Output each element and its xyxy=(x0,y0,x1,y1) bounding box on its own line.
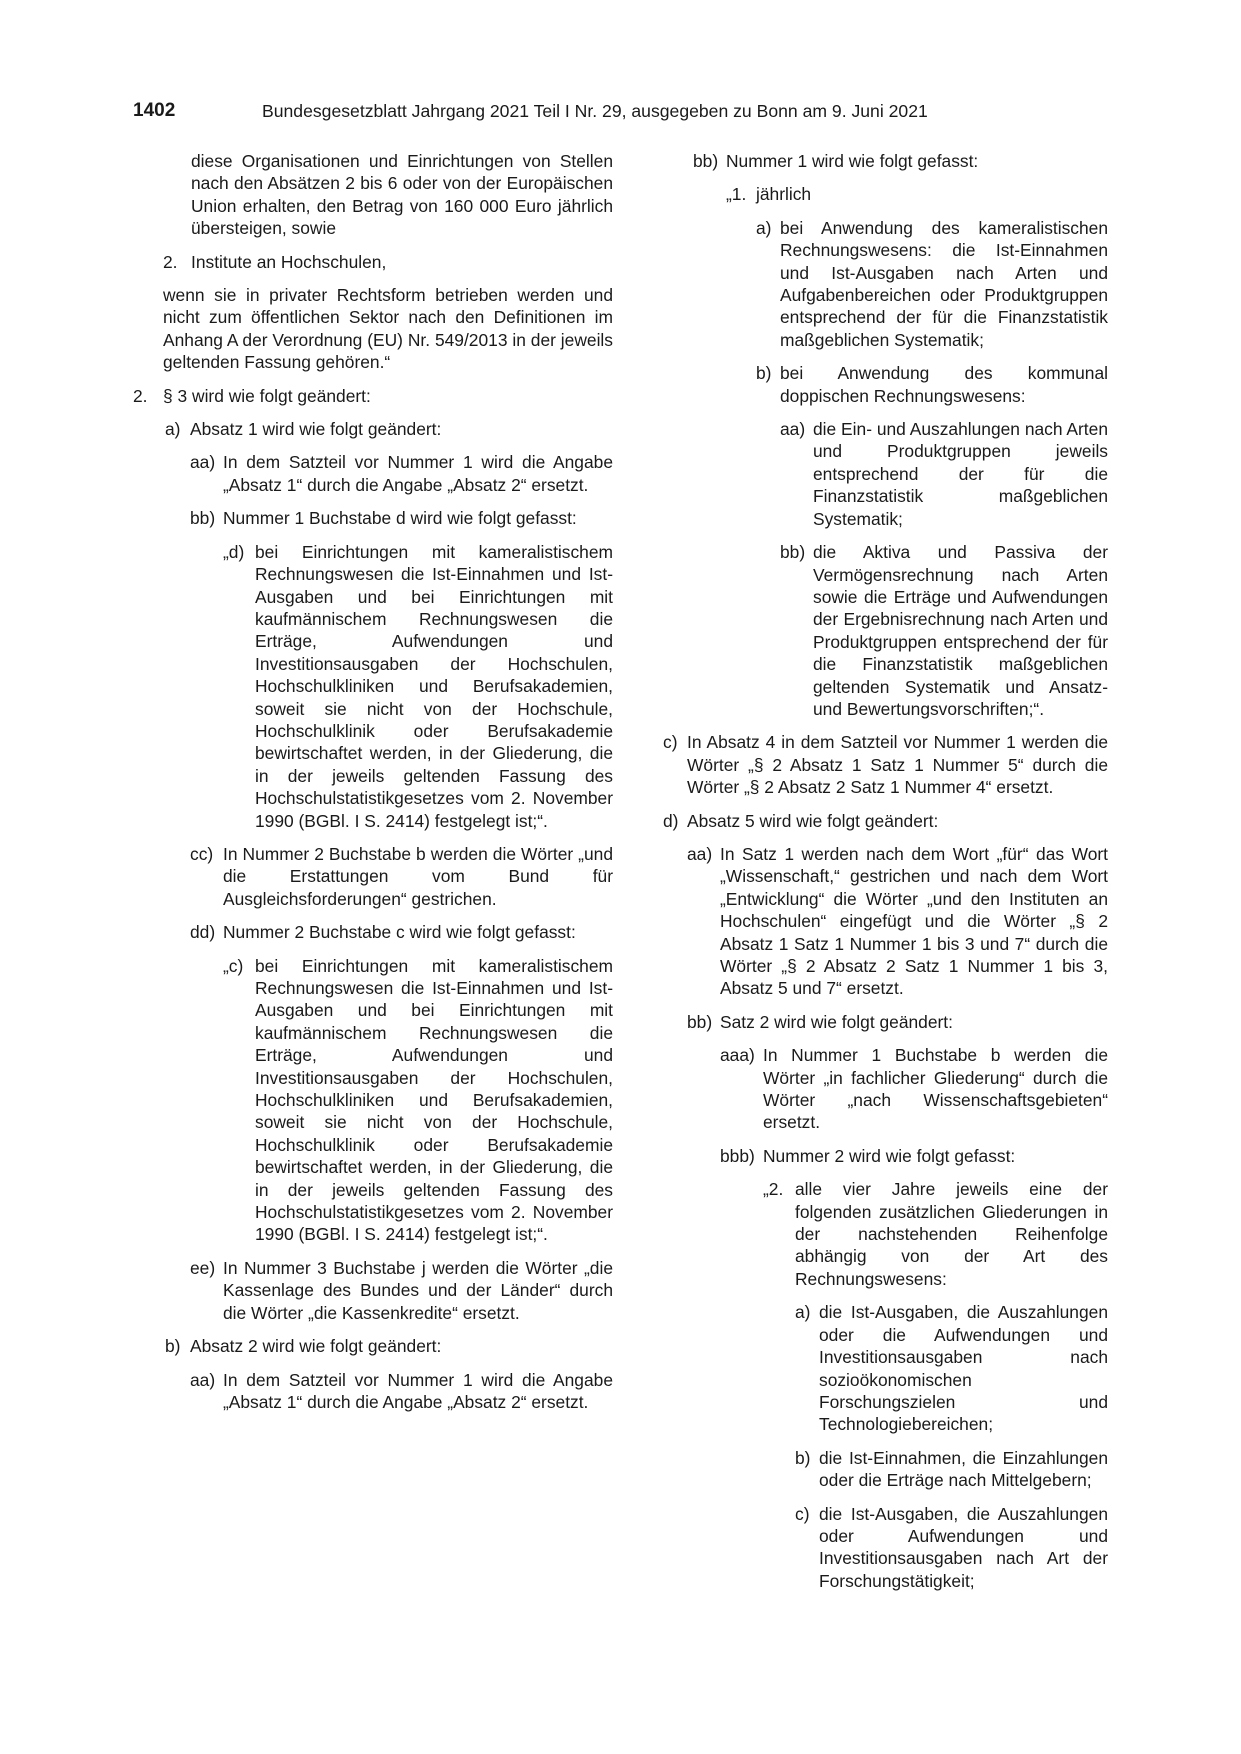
item-text: die Ist-Einnahmen, die Einzahlungen oder die Erträge nach Mittelgebern; xyxy=(819,1447,1108,1491)
item-text: Nummer 1 wird wie folgt gefasst: xyxy=(726,151,979,171)
item-text: Nummer 1 Buchstabe d wird wie folgt gefasst: xyxy=(223,508,577,529)
item-label: bb) xyxy=(687,1011,713,1032)
list-item xyxy=(780,418,1108,530)
item-label: a) xyxy=(165,419,181,440)
item-text: In dem Satzteil vor Nummer 1 wird die Angabe „Absatz 1“ durch die Angabe „Absatz 2“ ersetzt. xyxy=(223,1369,613,1412)
item-text: alle vier Jahre jeweils eine der folgenden zusätzlichen Gliederungen in der nachstehenden Reihenfolge abhängig von der Art des Rechnungswesens: xyxy=(795,1179,1108,1289)
list-item xyxy=(720,1145,1108,1167)
list-item xyxy=(190,451,613,496)
item-text: In Nummer 2 Buchstabe b werden die Wörter „und die Erstattungen vom Bund für Ausgleichsforderungen“ gestrichen. xyxy=(223,843,613,909)
list-item xyxy=(687,843,1108,1000)
item-text: In dem Satzteil vor Nummer 1 wird die Angabe „Absatz 1“ durch die Angabe „Absatz 2“ ersetzt. xyxy=(223,452,613,495)
item-label: bbb) xyxy=(720,1145,755,1166)
header-title: Bundesgesetzblatt Jahrgang 2021 Teil I Nr. 29, ausgegeben zu Bonn am 9. Juni 2021 xyxy=(262,101,928,121)
item-label: c) xyxy=(663,732,678,753)
item-label: bb) xyxy=(190,508,216,529)
item-label: a) xyxy=(795,1302,811,1323)
item-text: Nummer 2 wird wie folgt gefasst: xyxy=(763,1145,1016,1166)
list-item xyxy=(163,251,613,273)
item-label: bb) xyxy=(780,542,806,563)
item-text: bei Anwendung des kameralistischen Rechnungswesens: die Ist-Einnahmen und Ist-Ausgaben nach Arten und Aufgabenbereichen oder Produktgruppen entsprechend der für die Finanzstatistik maßgeblichen Systematik; xyxy=(780,217,1108,350)
item-label: b) xyxy=(165,1336,181,1357)
item-label: „c) xyxy=(223,955,244,976)
page-header xyxy=(133,100,1133,124)
item-label: b) xyxy=(795,1447,811,1468)
item-label: cc) xyxy=(190,843,214,864)
item-label: d) xyxy=(663,810,679,831)
item-text: In Nummer 1 Buchstabe b werden die Wörter „in fachlicher Gliederung“ durch die Wörter „nach Wissenschaftsgebieten“ ersetzt. xyxy=(763,1045,1108,1133)
item-text: bei Einrichtungen mit kameralistischem Rechnungswesen die Ist-Einnahmen und Ist-Ausgaben und bei Einrichtungen mit kaufmännischem Rechnungswesen die Erträge, Aufwendungen und Investitionsausgaben der Hochschulen, Hochschulkliniken und Berufsakademien, soweit sie nicht von der Hochschule, Hochschulklinik oder Berufsakademie bewirtschaftet werden, in der Gliederung, die in der jeweils geltenden Fassung des Hochschulstatistikgesetzes vom 2. November 1990 (BGBl. I S. 2414) festgelegt ist;“. xyxy=(255,955,613,1245)
right-column xyxy=(663,150,1108,1592)
item-label: c) xyxy=(795,1503,810,1524)
item-text: Absatz 5 wird wie folgt geändert: xyxy=(687,810,939,831)
item-label: 2. xyxy=(133,385,148,406)
paragraph: diese Organisationen und Einrichtungen von Stellen nach den Absätzen 2 bis 6 oder von der Europäischen Union erhalten, den Betrag von 160 000 Euro jährlich übersteigen, sowie xyxy=(191,151,613,239)
page-number: 1402 xyxy=(133,100,176,121)
item-label: aa) xyxy=(687,843,713,864)
list-item xyxy=(663,731,1108,798)
item-text: Satz 2 wird wie folgt geändert: xyxy=(720,1011,953,1032)
list-item xyxy=(720,1044,1108,1134)
item-label: ee) xyxy=(190,1257,216,1278)
list-item xyxy=(687,1011,1108,1033)
item-label: a) xyxy=(756,217,772,238)
item-text: bei Anwendung des kommunal doppischen Rechnungswesens: xyxy=(780,363,1108,406)
item-label: aa) xyxy=(190,452,216,473)
item-text: die Aktiva und Passiva der Vermögensrechnung nach Arten sowie die Erträge und Aufwendungen der Ergebnisrechnung nach Arten und Produktgruppen entsprechend der für die Finanzstatistik maßgeblichen geltenden Systematik und Ansatz- und Bewertungsvorschriften;“. xyxy=(813,542,1108,719)
list-item xyxy=(165,1335,613,1357)
item-text: jährlich xyxy=(756,184,812,205)
list-item xyxy=(795,1447,1108,1492)
list-item xyxy=(165,418,613,440)
list-item xyxy=(190,843,613,910)
item-label: bb) xyxy=(693,151,719,171)
item-text: die Ist-Ausgaben, die Auszahlungen oder Aufwendungen und Investitionsausgaben nach Art der Forschungstätigkeit; xyxy=(819,1503,1108,1591)
item-text: Nummer 2 Buchstabe c wird wie folgt gefasst: xyxy=(223,922,576,943)
list-item xyxy=(756,362,1108,407)
item-label: „1. xyxy=(726,184,747,205)
item-text: die Ist-Ausgaben, die Auszahlungen oder die Aufwendungen und Investitionsausgaben nach sozioökonomischen Forschungszielen und Technologiebereichen; xyxy=(819,1302,1108,1435)
item-text: Absatz 1 wird wie folgt geändert: xyxy=(190,419,442,440)
list-item xyxy=(795,1503,1108,1593)
list-item xyxy=(763,1178,1108,1290)
item-label: aaa) xyxy=(720,1045,755,1066)
paragraph: wenn sie in privater Rechtsform betrieben werden und nicht zum öffentlichen Sektor nach den Definitionen im Anhang A der Verordnung (EU) Nr. 549/2013 in der jeweils geltenden Fassung gehören.“ xyxy=(163,285,613,373)
item-text: In Satz 1 werden nach dem Wort „für“ das Wort „Wissenschaft,“ gestrichen und nach dem Wort „Entwicklung“ die Wörter „und den Instituten an Hochschulen“ eingefügt und die Wörter „§ 2 Absatz 1 Satz 1 Nummer 1 bis 3 und 7“ durch die Wörter „§ 2 Absatz 2 Satz 1 Nummer 1 bis 3, Absatz 5 und 7“ ersetzt. xyxy=(720,843,1108,999)
list-item xyxy=(795,1301,1108,1435)
item-text: Institute an Hochschulen, xyxy=(191,251,387,272)
list-item xyxy=(190,921,613,943)
list-item xyxy=(756,217,1108,351)
list-item xyxy=(190,1369,613,1414)
list-item xyxy=(663,810,1108,832)
item-label: dd) xyxy=(190,922,216,943)
item-label: „2. xyxy=(763,1179,784,1200)
item-text: In Absatz 4 in dem Satzteil vor Nummer 1 werden die Wörter „§ 2 Absatz 1 Satz 1 Nummer 5“ durch die Wörter „§ 2 Absatz 2 Satz 1 Nummer 4“ ersetzt. xyxy=(687,732,1108,798)
item-label: aa) xyxy=(780,419,806,440)
item-text: In Nummer 3 Buchstabe j werden die Wörter „die Kassenlage des Bundes und der Länder“ durch die Wörter „die Kassenkredite“ ersetzt. xyxy=(223,1257,613,1323)
list-item xyxy=(133,385,613,407)
item-label: aa) xyxy=(190,1369,216,1390)
left-column xyxy=(133,150,613,1413)
list-item xyxy=(190,1257,613,1324)
list-item xyxy=(190,507,613,529)
item-label: „d) xyxy=(223,541,245,562)
item-text: Absatz 2 wird wie folgt geändert: xyxy=(190,1336,442,1357)
list-item xyxy=(780,541,1108,720)
list-item xyxy=(693,150,1108,172)
item-text: bei Einrichtungen mit kameralistischem Rechnungswesen die Ist-Einnahmen und Ist-Ausgaben und bei Einrichtungen mit kaufmännischem Rechnungswesen die Erträge, Aufwendungen und Investitionsausgaben der Hochschulen, Hochschulkliniken und Berufsakademien, soweit sie nicht von der Hochschule, Hochschulklinik oder Berufsakademie bewirtschaftet werden, in der Gliederung, die in der jeweils geltenden Fassung des Hochschulstatistikgesetzes vom 2. November 1990 (BGBl. I S. 2414) festgelegt ist;“. xyxy=(255,541,613,831)
item-label: b) xyxy=(756,363,772,384)
list-item xyxy=(726,183,1108,205)
item-text: § 3 wird wie folgt geändert: xyxy=(163,385,371,406)
item-label: 2. xyxy=(163,251,178,272)
list-item xyxy=(223,955,613,1246)
item-text: die Ein- und Auszahlungen nach Arten und Produktgruppen jeweils entsprechend der für die Finanzstatistik maßgeblichen Systematik; xyxy=(813,419,1108,529)
list-item xyxy=(223,541,613,832)
